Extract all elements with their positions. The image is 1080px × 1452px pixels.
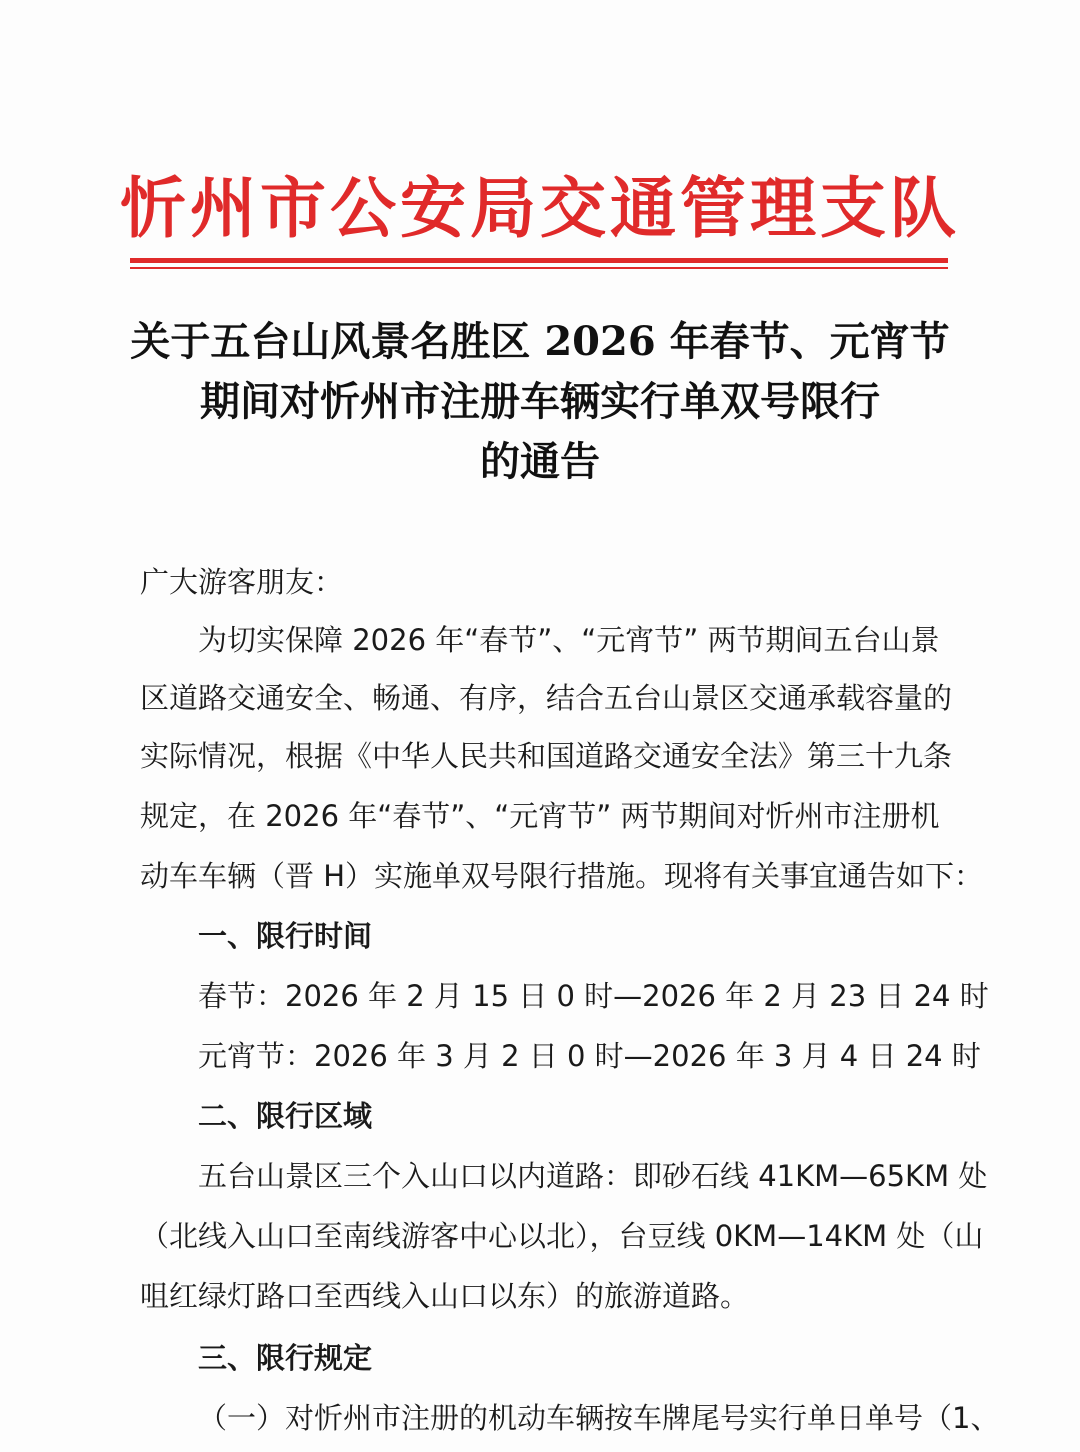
- section-heading-rules: 三、限行规定: [198, 1341, 373, 1375]
- intro-line: 区道路交通安全、畅通、有序，结合五台山景区交通承载容量的: [140, 681, 953, 715]
- section-heading-time: 一、限行时间: [198, 919, 373, 953]
- section-time-line: 春节：2026 年 2 月 15 日 0 时—2026 年 2 月 23 日 24 时: [198, 979, 989, 1013]
- section-area-line: 五台山景区三个入山口以内道路：即砂石线 41KM—65KM 处: [198, 1159, 988, 1193]
- section-time-line: 元宵节：2026 年 3 月 2 日 0 时—2026 年 3 月 4 日 24 时: [198, 1039, 981, 1073]
- letterhead-divider-thin: [130, 267, 948, 269]
- intro-line: 为切实保障 2026 年“春节”、“元宵节” 两节期间五台山景: [198, 623, 940, 657]
- notice-title-line-2: 期间对忻州市注册车辆实行单双号限行: [200, 378, 880, 425]
- intro-line: 动车车辆（晋 H）实施单双号限行措施。现将有关事宜通告如下：: [140, 859, 984, 893]
- section-heading-area: 二、限行区域: [198, 1099, 373, 1133]
- section-area-line: （北线入山口至南线游客中心以北），台豆线 0KM—14KM 处（山: [140, 1219, 984, 1253]
- intro-line: 规定，在 2026 年“春节”、“元宵节” 两节期间对忻州市注册机: [140, 799, 940, 833]
- agency-letterhead: 忻州市公安局交通管理支队: [120, 169, 960, 247]
- salutation: 广大游客朋友：: [140, 565, 344, 599]
- notice-title-line-1: 关于五台山风景名胜区 2026 年春节、元宵节: [130, 318, 950, 365]
- notice-title-line-3: 的通告: [480, 438, 600, 485]
- letterhead-divider-thick: [130, 258, 948, 263]
- section-rules-line: （一）对忻州市注册的机动车辆按车牌尾号实行单日单号（1、: [198, 1401, 1000, 1435]
- section-area-line: 咀红绿灯路口至西线入山口以东）的旅游道路。: [140, 1279, 750, 1313]
- intro-line: 实际情况，根据《中华人民共和国道路交通安全法》第三十九条: [140, 739, 953, 773]
